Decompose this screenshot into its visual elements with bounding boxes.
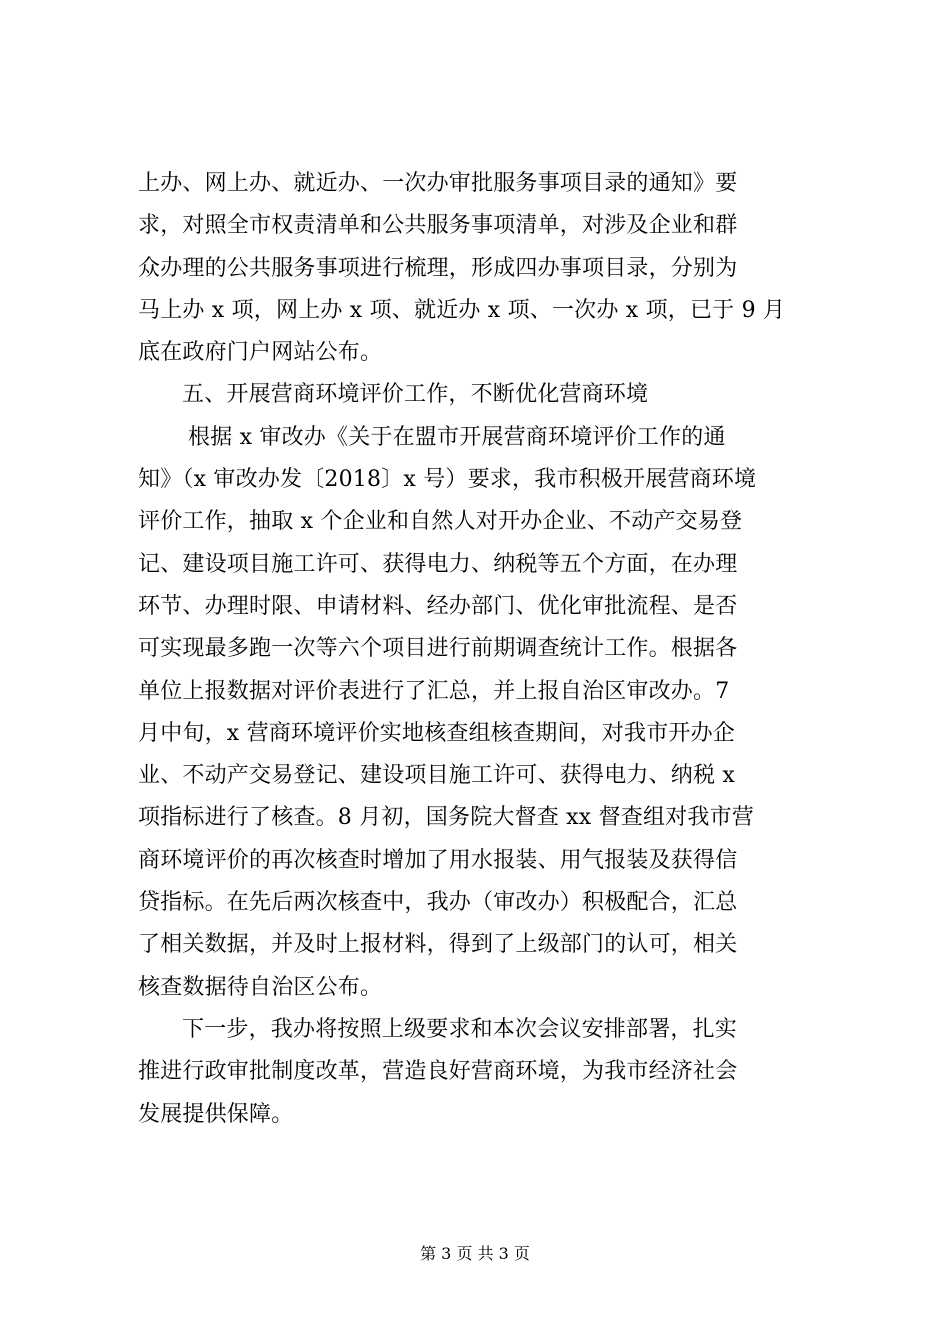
text-line: 求，对照全市权责清单和公共服务事项清单，对涉及企业和群	[138, 213, 738, 239]
text-line: 月中旬，x 营商环境评价实地核查组核查期间，对我市开办企	[138, 720, 736, 746]
section-heading: 五、开展营商环境评价工作，不断优化营商环境	[182, 382, 649, 408]
text-line: 上办、网上办、就近办、一次办审批服务事项目录的通知》要	[138, 171, 738, 196]
text-line: 商环境评价的再次核查时增加了用水报装、用气报装及获得信	[138, 847, 738, 873]
text-line: 贷指标。在先后两次核查中，我办（审改办）积极配合，汇总	[138, 890, 738, 916]
text-line: 底在政府门户网站公布。	[138, 340, 383, 366]
text-line: 核查数据待自治区公布。	[138, 974, 383, 1000]
text-line: 下一步，我办将按照上级要求和本次会议安排部署，扎实	[182, 1016, 738, 1042]
text-line: 环节、办理时限、申请材料、经办部门、优化审批流程、是否	[138, 593, 738, 619]
text-line: 项指标进行了核查。8 月初，国务院大督查 xx 督查组对我市营	[138, 805, 754, 831]
text-line: 众办理的公共服务事项进行梳理，形成四办事项目录，分别为	[138, 255, 738, 281]
text-line: 记、建设项目施工许可、获得电力、纳税等五个方面，在办理	[138, 551, 738, 577]
text-line: 了相关数据，并及时上报材料，得到了上级部门的认可，相关	[138, 932, 738, 958]
page-number-footer: 第 3 页 共 3 页	[420, 1244, 530, 1263]
text-line: 马上办 x 项，网上办 x 项、就近办 x 项、一次办 x 项，已于 9 月	[138, 297, 786, 323]
text-line: 发展提供保障。	[138, 1101, 294, 1127]
document-body	[138, 163, 818, 1136]
text-line: 可实现最多跑一次等六个项目进行前期调查统计工作。根据各	[138, 636, 738, 662]
text-line: 单位上报数据对评价表进行了汇总，并上报自治区审改办。7	[138, 678, 730, 704]
text-line: 业、不动产交易登记、建设项目施工许可、获得电力、纳税 x	[138, 763, 736, 789]
text-line: 推进行政审批制度改革，营造良好营商环境，为我市经济社会	[138, 1059, 738, 1085]
text-line: 评价工作，抽取 x 个企业和自然人对开办企业、不动产交易登	[138, 509, 743, 535]
text-line: 知》（x 审改办发〔2018〕x 号）要求，我市积极开展营商环境	[138, 467, 757, 493]
text-line: 根据 x 审改办《关于在盟市开展营商环境评价工作的通	[188, 424, 726, 450]
